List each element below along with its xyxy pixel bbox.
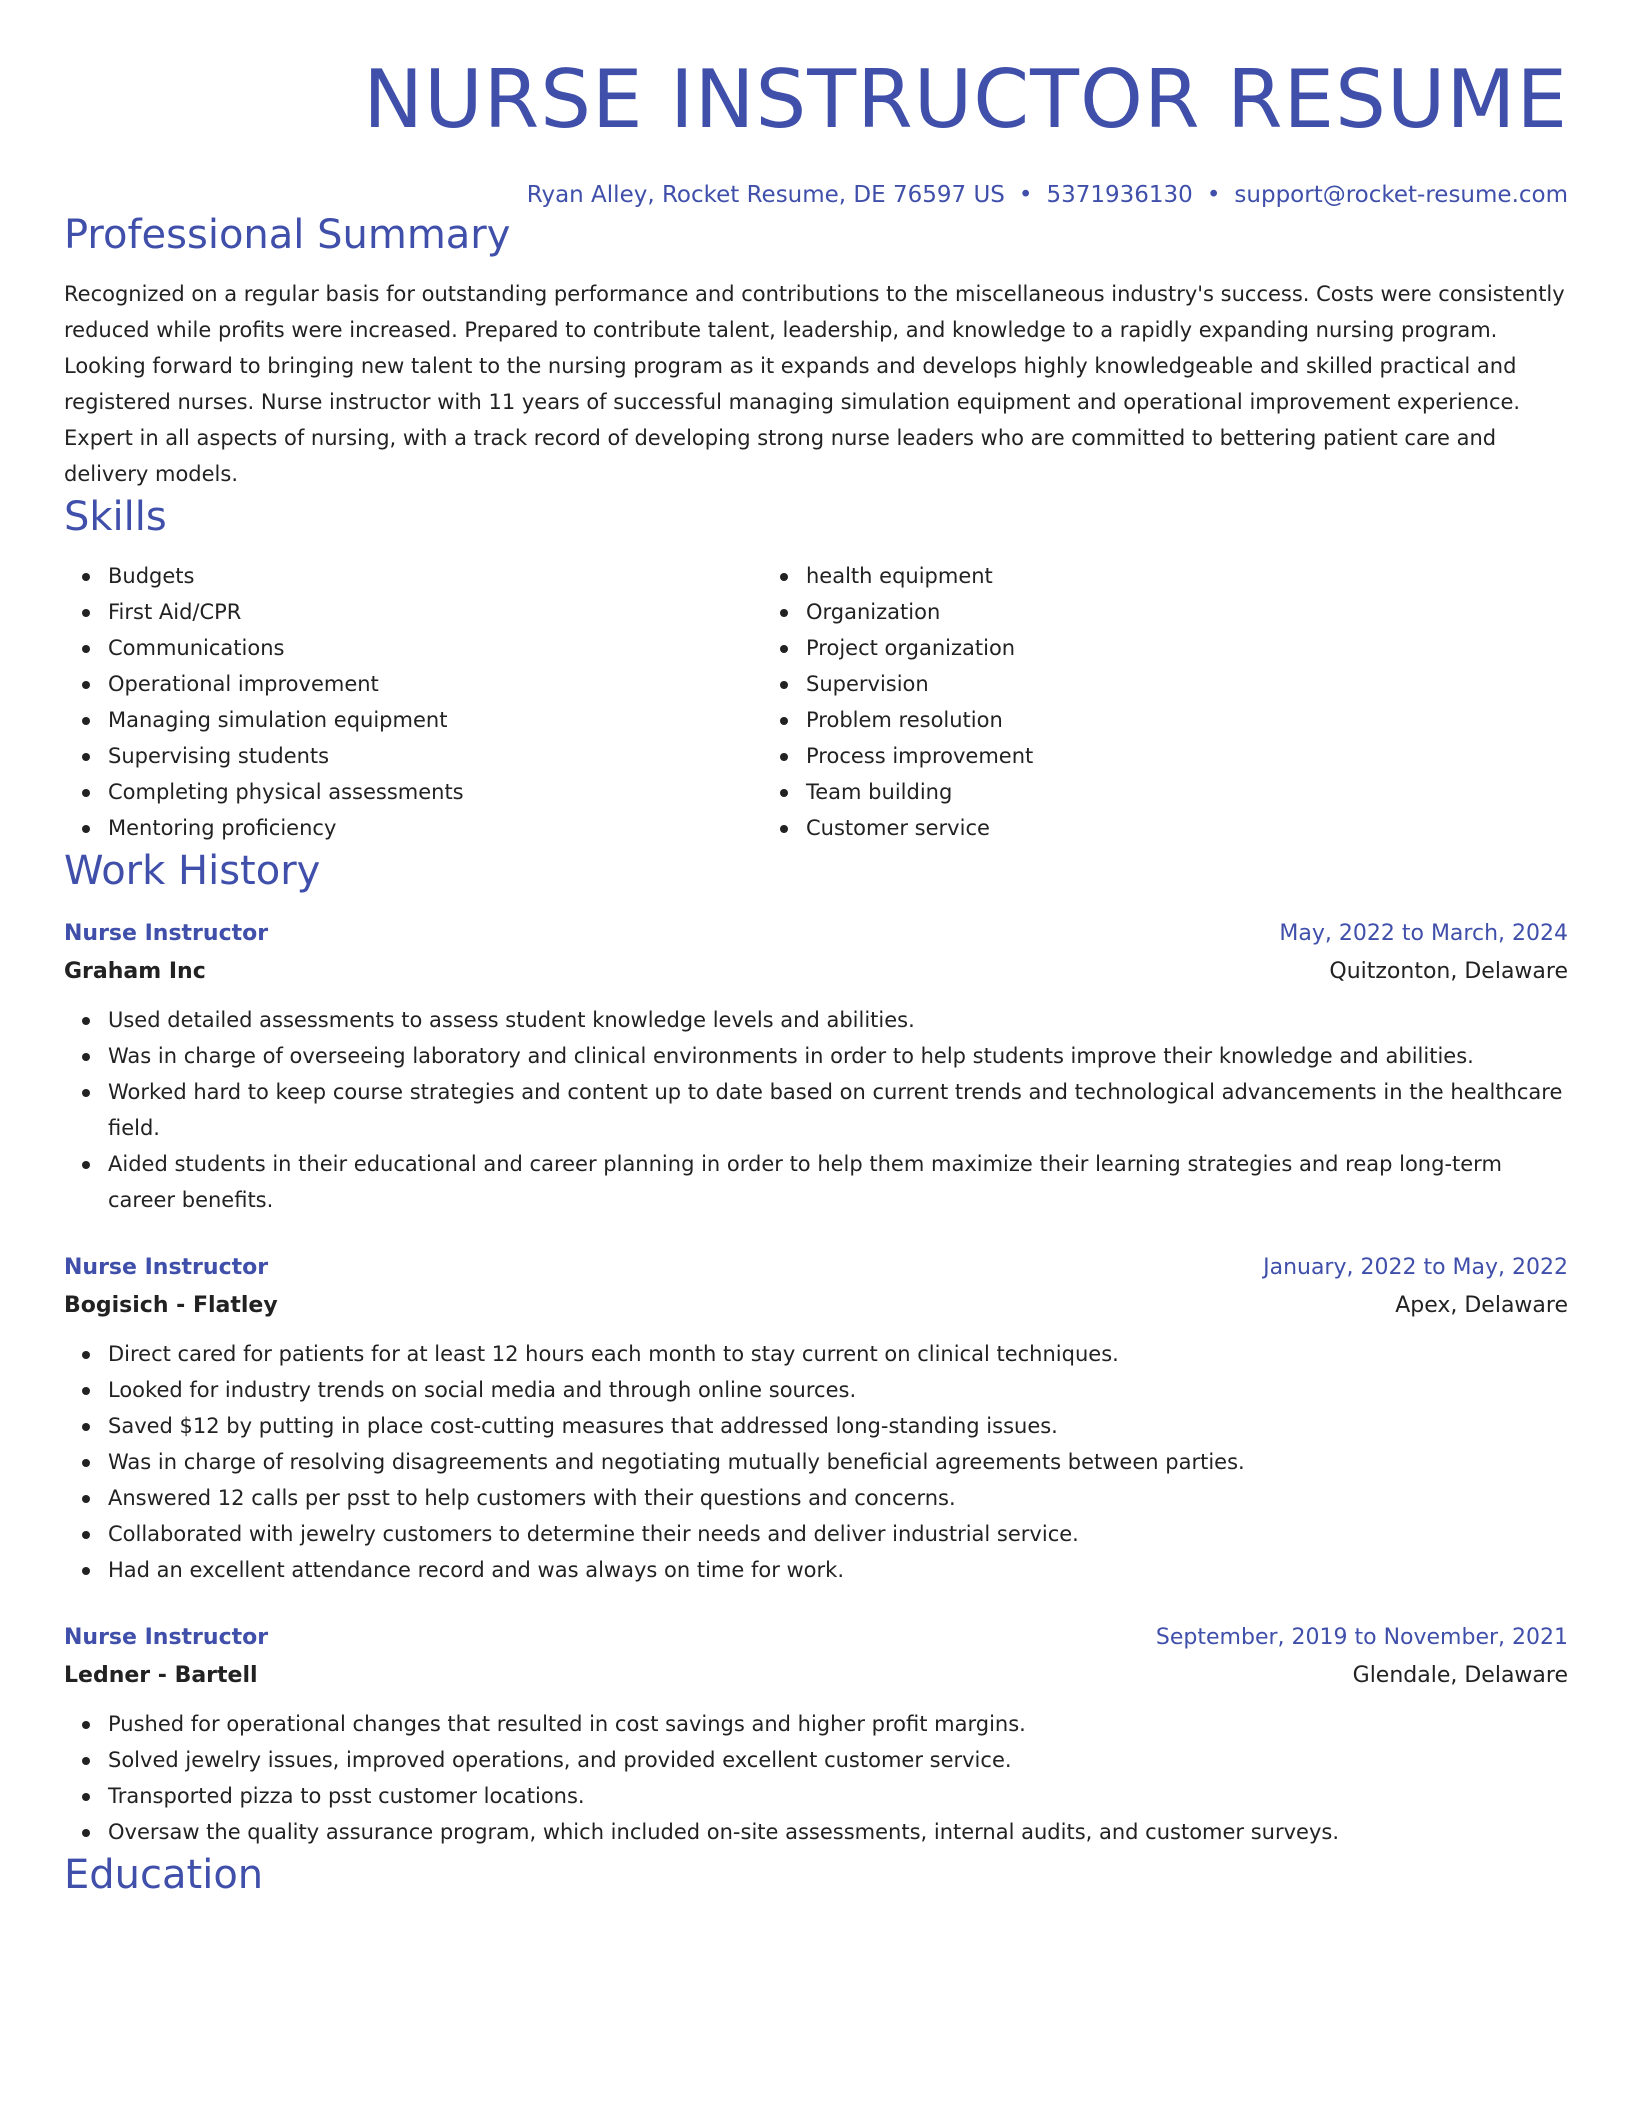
skill-item: Supervision	[806, 666, 1504, 702]
skills-column-right	[762, 558, 1504, 846]
job-company: Graham Inc	[64, 959, 206, 984]
job-bullet: Solved jewelry issues, improved operations, and provided excellent customer service.	[108, 1742, 1568, 1778]
job-bullet: Used detailed assessments to assess student knowledge levels and abilities.	[108, 1002, 1568, 1038]
job-role: Nurse Instructor	[64, 1255, 269, 1280]
job-company-row	[64, 952, 1568, 992]
skill-item: Team building	[806, 774, 1504, 810]
job-bullet: Transported pizza to psst customer locations.	[108, 1778, 1568, 1814]
job-bullet: Direct cared for patients for at least 12 hours each month to stay current on clinical techniques.	[108, 1336, 1568, 1372]
skill-item: Operational improvement	[108, 666, 762, 702]
job-bullet: Oversaw the quality assurance program, which included on-site assessments, internal audits, and customer surveys.	[108, 1814, 1568, 1850]
skill-item: Mentoring proficiency	[108, 810, 762, 846]
skill-item: Supervising students	[108, 738, 762, 774]
job-bullet: Aided students in their educational and career planning in order to help them maximize their learning strategies and reap long-term career benefits.	[108, 1146, 1568, 1218]
job-entry	[64, 916, 1568, 1218]
job-bullets	[64, 1002, 1568, 1218]
job-bullet: Was in charge of resolving disagreements and negotiating mutually beneficial agreements between parties.	[108, 1444, 1568, 1480]
job-bullets	[64, 1706, 1568, 1850]
job-bullet: Saved $12 by putting in place cost-cutting measures that addressed long-standing issues.	[108, 1408, 1568, 1444]
job-company-row	[64, 1656, 1568, 1696]
contact-separator: •	[1206, 182, 1221, 208]
job-title-row	[64, 1250, 1568, 1286]
job-bullet: Answered 12 calls per psst to help customers with their questions and concerns.	[108, 1480, 1568, 1516]
job-company: Ledner - Bartell	[64, 1663, 258, 1688]
resume-header	[64, 0, 1568, 210]
resume-page	[64, 0, 1568, 1900]
job-dates: May, 2022 to March, 2024	[1279, 921, 1568, 946]
job-bullets	[64, 1336, 1568, 1588]
job-bullet: Had an excellent attendance record and was always on time for work.	[108, 1552, 1568, 1588]
job-bullet: Worked hard to keep course strategies and content up to date based on current trends and technological advancements in the healthcare field.	[108, 1074, 1568, 1146]
contact-email[interactable]: support@rocket-resume.com	[1234, 182, 1568, 208]
job-bullet: Was in charge of overseeing laboratory and clinical environments in order to help students improve their knowledge and abilities.	[108, 1038, 1568, 1074]
job-company-row	[64, 1286, 1568, 1326]
job-role: Nurse Instructor	[64, 1625, 269, 1650]
skills-list	[64, 558, 1568, 846]
job-title-row	[64, 916, 1568, 952]
skills-heading: Skills	[64, 494, 167, 540]
job-bullet: Looked for industry trends on social media and through online sources.	[108, 1372, 1568, 1408]
job-bullet: Pushed for operational changes that resulted in cost savings and higher profit margins.	[108, 1706, 1568, 1742]
contact-separator: •	[1018, 182, 1033, 208]
resume-title: NURSE INSTRUCTOR RESUME	[363, 53, 1568, 146]
skill-item: Organization	[806, 594, 1504, 630]
education-heading: Education	[64, 1852, 264, 1898]
job-location: Glendale, Delaware	[1352, 1663, 1568, 1688]
skills-column-left	[64, 558, 762, 846]
contact-line	[64, 180, 1568, 210]
skill-item: Customer service	[806, 810, 1504, 846]
job-location: Quitzonton, Delaware	[1329, 959, 1568, 984]
job-location: Apex, Delaware	[1395, 1293, 1568, 1318]
summary-heading: Professional Summary	[64, 212, 511, 258]
job-title-row	[64, 1620, 1568, 1656]
contact-address: Ryan Alley, Rocket Resume, DE 76597 US	[526, 182, 1005, 208]
job-entry	[64, 1250, 1568, 1588]
work-history-heading: Work History	[64, 848, 321, 894]
skill-item: Communications	[108, 630, 762, 666]
skill-item: Completing physical assessments	[108, 774, 762, 810]
job-role: Nurse Instructor	[64, 921, 269, 946]
skill-item: Project organization	[806, 630, 1504, 666]
job-dates: January, 2022 to May, 2022	[1263, 1255, 1568, 1280]
summary-text: Recognized on a regular basis for outstanding performance and contributions to the miscellaneous industry's success. Costs were consistently reduced while profits were increased. Prepared to contribute talent, leadership, and knowledge to a rapidly expanding nursing program. Looking forward to bringing new talent to the nursing program as it expands and develops highly knowledgeable and skilled practical and registered nurses. Nurse instructor with 11 years of successful managing simulation equipment and operational improvement experience. Expert in all aspects of nursing, with a track record of developing strong nurse leaders who are committed to bettering patient care and delivery models.	[64, 282, 1565, 486]
skill-item: Process improvement	[806, 738, 1504, 774]
contact-phone: 5371936130	[1046, 182, 1193, 208]
job-dates: September, 2019 to November, 2021	[1155, 1625, 1568, 1650]
skill-item: Budgets	[108, 558, 762, 594]
skill-item: First Aid/CPR	[108, 594, 762, 630]
job-entry	[64, 1620, 1568, 1850]
skill-item: Problem resolution	[806, 702, 1504, 738]
skill-item: Managing simulation equipment	[108, 702, 762, 738]
job-bullet: Collaborated with jewelry customers to determine their needs and deliver industrial service.	[108, 1516, 1568, 1552]
job-company: Bogisich - Flatley	[64, 1293, 278, 1318]
skill-item: health equipment	[806, 558, 1504, 594]
